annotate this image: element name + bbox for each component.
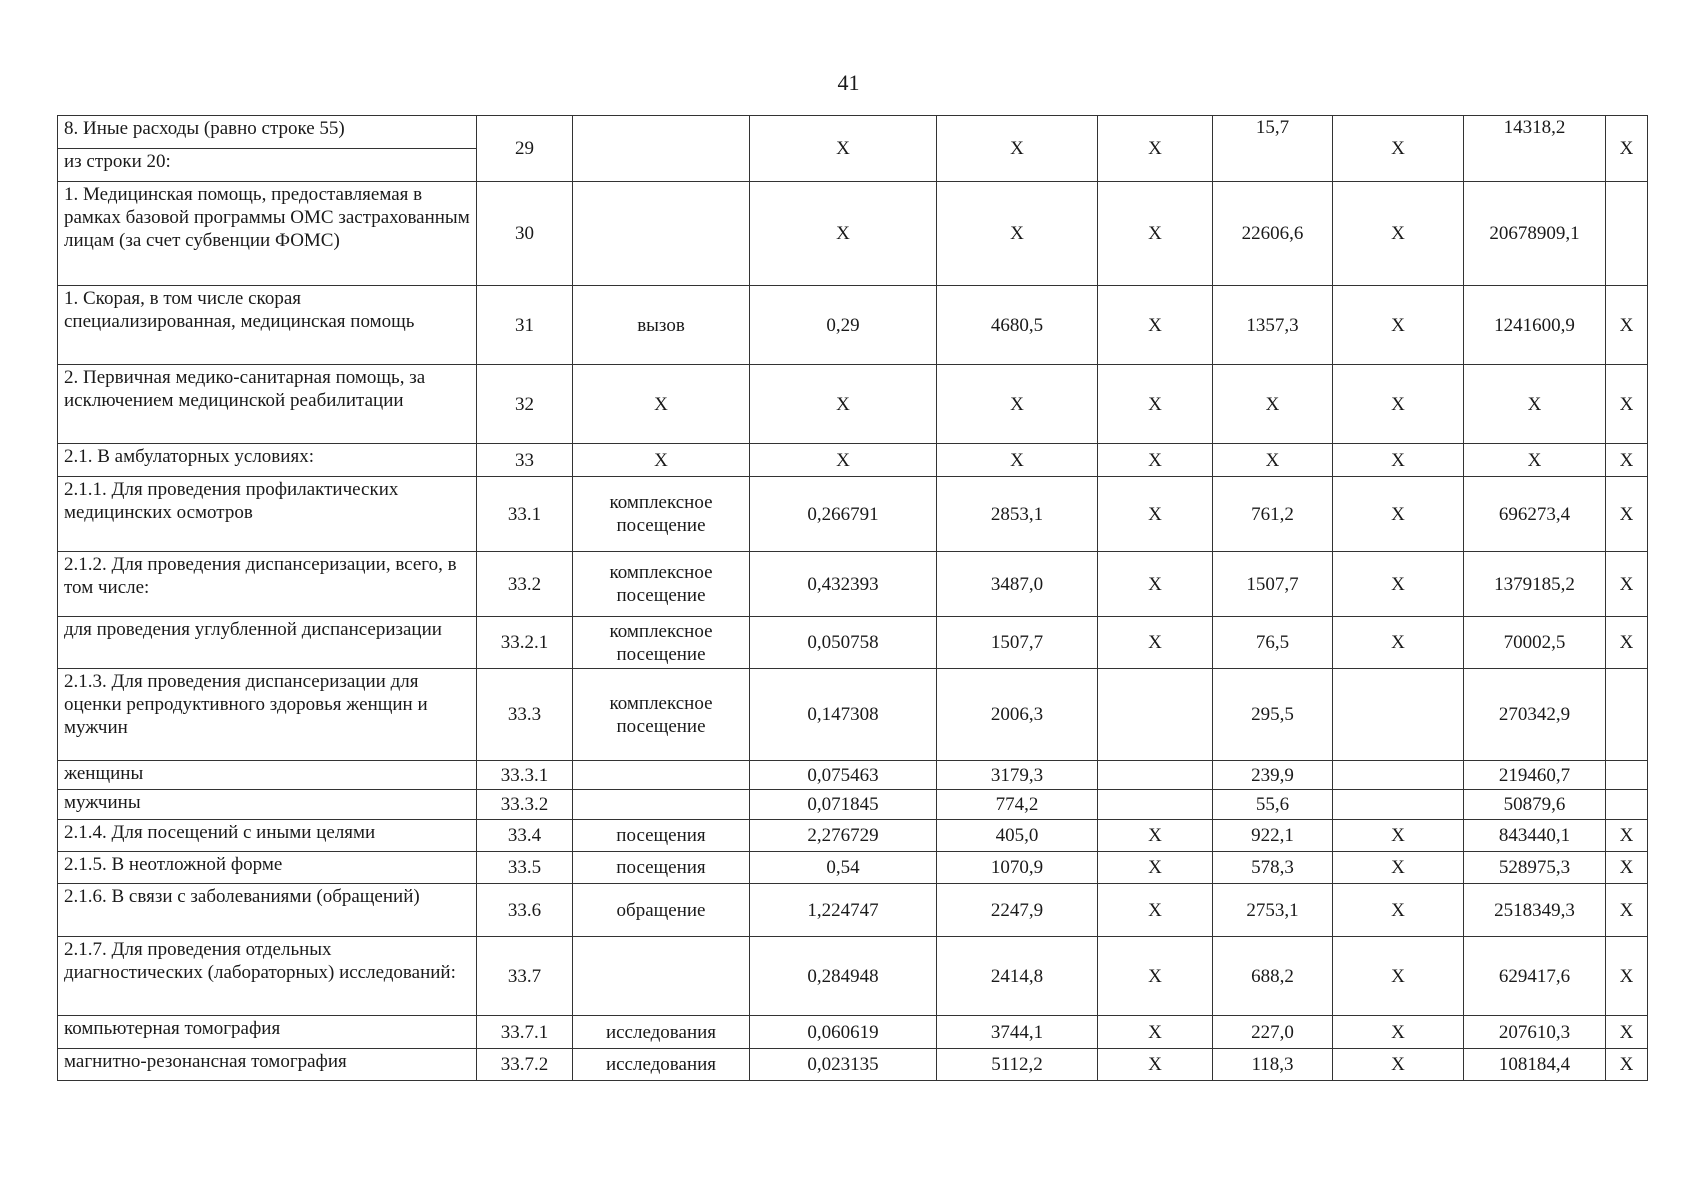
value-cell: 2518349,3 <box>1464 884 1606 937</box>
value-cell: X <box>1606 365 1648 444</box>
value-cell: 0,050758 <box>750 617 937 669</box>
unit-cell: исследования <box>573 1049 750 1081</box>
value-cell: 108184,4 <box>1464 1049 1606 1081</box>
value-cell: X <box>1098 477 1213 552</box>
line-number: 33.1 <box>477 477 573 552</box>
value-cell: 15,7 <box>1213 116 1333 182</box>
value-cell: X <box>1333 1049 1464 1081</box>
value-cell: 0,147308 <box>750 669 937 761</box>
value-cell: X <box>1098 820 1213 852</box>
page-number: 41 <box>837 70 860 95</box>
value-cell: 2853,1 <box>937 477 1098 552</box>
table-row <box>58 1049 1648 1081</box>
value-cell <box>1606 790 1648 820</box>
row-name: 2. Первичная медико-санитарная помощь, за исключением медицинской реабилитации <box>58 365 477 444</box>
table-row <box>58 669 1648 761</box>
row-name: магнитно-резонансная томография <box>58 1049 477 1081</box>
value-cell: X <box>750 116 937 182</box>
value-cell: 405,0 <box>937 820 1098 852</box>
unit-cell: комплексное посещение <box>573 477 750 552</box>
value-cell: 227,0 <box>1213 1016 1333 1049</box>
value-cell <box>1606 669 1648 761</box>
value-cell: 207610,3 <box>1464 1016 1606 1049</box>
value-cell: X <box>1464 365 1606 444</box>
value-cell: 2,276729 <box>750 820 937 852</box>
value-cell: X <box>1098 182 1213 286</box>
value-cell: X <box>1333 1016 1464 1049</box>
line-number: 33 <box>477 444 573 477</box>
value-cell: X <box>1606 852 1648 884</box>
financing-table <box>57 115 1648 1081</box>
value-cell: X <box>1333 617 1464 669</box>
value-cell: 0,266791 <box>750 477 937 552</box>
value-cell: X <box>1333 365 1464 444</box>
value-cell: X <box>1333 884 1464 937</box>
value-cell: 2414,8 <box>937 937 1098 1016</box>
value-cell <box>1333 790 1464 820</box>
value-cell: X <box>1333 182 1464 286</box>
unit-cell: исследования <box>573 1016 750 1049</box>
value-cell <box>1098 790 1213 820</box>
table-row <box>58 116 1648 149</box>
value-cell <box>1333 761 1464 790</box>
row-name: 2.1.7. Для проведения отдельных диагностических (лабораторных) исследований: <box>58 937 477 1016</box>
row-name: 2.1. В амбулаторных условиях: <box>58 444 477 477</box>
value-cell: X <box>1606 477 1648 552</box>
value-cell: X <box>937 365 1098 444</box>
row-name: из строки 20: <box>58 149 477 182</box>
row-name: 2.1.2. Для проведения диспансеризации, всего, в том числе: <box>58 552 477 617</box>
unit-cell: комплексное посещение <box>573 552 750 617</box>
value-cell: 2247,9 <box>937 884 1098 937</box>
row-name: 2.1.4. Для посещений с иными целями <box>58 820 477 852</box>
table-row <box>58 937 1648 1016</box>
value-cell: X <box>1213 444 1333 477</box>
value-cell: 3744,1 <box>937 1016 1098 1049</box>
line-number: 33.4 <box>477 820 573 852</box>
row-name: 8. Иные расходы (равно строке 55) <box>58 116 477 149</box>
unit-cell: посещения <box>573 820 750 852</box>
line-number: 32 <box>477 365 573 444</box>
value-cell: 0,060619 <box>750 1016 937 1049</box>
value-cell <box>1098 669 1213 761</box>
table-row <box>58 477 1648 552</box>
line-number: 33.3.2 <box>477 790 573 820</box>
value-cell: X <box>1606 286 1648 365</box>
unit-cell: комплексное посещение <box>573 617 750 669</box>
value-cell: 2753,1 <box>1213 884 1333 937</box>
value-cell: X <box>1098 884 1213 937</box>
unit-cell: вызов <box>573 286 750 365</box>
line-number: 33.7.1 <box>477 1016 573 1049</box>
value-cell: 1507,7 <box>1213 552 1333 617</box>
value-cell: 696273,4 <box>1464 477 1606 552</box>
value-cell <box>1606 761 1648 790</box>
value-cell <box>1606 182 1648 286</box>
unit-cell <box>573 761 750 790</box>
value-cell: 50879,6 <box>1464 790 1606 820</box>
value-cell: X <box>1606 937 1648 1016</box>
line-number: 33.3.1 <box>477 761 573 790</box>
value-cell: 0,432393 <box>750 552 937 617</box>
row-name: 2.1.3. Для проведения диспансеризации для оценки репродуктивного здоровья женщин и мужчин <box>58 669 477 761</box>
value-cell: 70002,5 <box>1464 617 1606 669</box>
row-name: для проведения углубленной диспансеризации <box>58 617 477 669</box>
row-name: 2.1.5. В неотложной форме <box>58 852 477 884</box>
row-name: 1. Медицинская помощь, предоставляемая в рамках базовой программы ОМС застрахованным лицам (за счет субвенции ФОМС) <box>58 182 477 286</box>
value-cell: 22606,6 <box>1213 182 1333 286</box>
table-row <box>58 182 1648 286</box>
value-cell: X <box>1606 116 1648 182</box>
row-name: 2.1.6. В связи с заболеваниями (обращений) <box>58 884 477 937</box>
value-cell: X <box>750 365 937 444</box>
value-cell: X <box>937 116 1098 182</box>
value-cell: 1,224747 <box>750 884 937 937</box>
value-cell: 774,2 <box>937 790 1098 820</box>
line-number: 30 <box>477 182 573 286</box>
table-row <box>58 761 1648 790</box>
value-cell: X <box>1606 1016 1648 1049</box>
value-cell: 4680,5 <box>937 286 1098 365</box>
unit-cell: X <box>573 444 750 477</box>
value-cell: X <box>1098 286 1213 365</box>
unit-cell <box>573 937 750 1016</box>
value-cell: 922,1 <box>1213 820 1333 852</box>
value-cell: 1241600,9 <box>1464 286 1606 365</box>
value-cell: 0,023135 <box>750 1049 937 1081</box>
value-cell: 1379185,2 <box>1464 552 1606 617</box>
line-number: 33.2 <box>477 552 573 617</box>
value-cell: X <box>750 182 937 286</box>
value-cell: X <box>1606 820 1648 852</box>
value-cell: X <box>1213 365 1333 444</box>
unit-cell: посещения <box>573 852 750 884</box>
unit-cell: X <box>573 365 750 444</box>
value-cell: X <box>1098 1049 1213 1081</box>
value-cell: X <box>1333 444 1464 477</box>
value-cell: 3179,3 <box>937 761 1098 790</box>
value-cell: 0,54 <box>750 852 937 884</box>
unit-cell <box>573 116 750 182</box>
value-cell: 295,5 <box>1213 669 1333 761</box>
value-cell: 1507,7 <box>937 617 1098 669</box>
table-row <box>58 444 1648 477</box>
value-cell: X <box>1333 286 1464 365</box>
value-cell: X <box>1333 552 1464 617</box>
row-name: 1. Скорая, в том числе скорая специализированная, медицинская помощь <box>58 286 477 365</box>
value-cell: 1070,9 <box>937 852 1098 884</box>
value-cell: 0,075463 <box>750 761 937 790</box>
value-cell: X <box>1098 116 1213 182</box>
value-cell: 761,2 <box>1213 477 1333 552</box>
line-number: 33.7 <box>477 937 573 1016</box>
value-cell: 578,3 <box>1213 852 1333 884</box>
value-cell: X <box>1606 1049 1648 1081</box>
table-row <box>58 365 1648 444</box>
value-cell: X <box>1098 1016 1213 1049</box>
value-cell: 0,071845 <box>750 790 937 820</box>
value-cell: X <box>1098 852 1213 884</box>
table-row <box>58 852 1648 884</box>
value-cell: X <box>1098 444 1213 477</box>
row-name: женщины <box>58 761 477 790</box>
value-cell <box>1098 761 1213 790</box>
value-cell: X <box>1606 552 1648 617</box>
unit-cell <box>573 182 750 286</box>
value-cell: X <box>1098 617 1213 669</box>
value-cell: 118,3 <box>1213 1049 1333 1081</box>
value-cell: 20678909,1 <box>1464 182 1606 286</box>
line-number: 33.3 <box>477 669 573 761</box>
value-cell: 5112,2 <box>937 1049 1098 1081</box>
value-cell: 219460,7 <box>1464 761 1606 790</box>
value-cell: 843440,1 <box>1464 820 1606 852</box>
unit-cell <box>573 790 750 820</box>
value-cell: X <box>1333 116 1464 182</box>
table-row <box>58 617 1648 669</box>
value-cell: 0,284948 <box>750 937 937 1016</box>
unit-cell: комплексное посещение <box>573 669 750 761</box>
line-number: 33.2.1 <box>477 617 573 669</box>
line-number: 29 <box>477 116 573 182</box>
value-cell: X <box>1098 365 1213 444</box>
value-cell: 0,29 <box>750 286 937 365</box>
value-cell: 270342,9 <box>1464 669 1606 761</box>
table-row <box>58 884 1648 937</box>
table-row <box>58 1016 1648 1049</box>
value-cell: X <box>1464 444 1606 477</box>
value-cell: X <box>937 182 1098 286</box>
value-cell: X <box>1333 852 1464 884</box>
value-cell: 55,6 <box>1213 790 1333 820</box>
value-cell: X <box>1606 884 1648 937</box>
value-cell: X <box>1098 552 1213 617</box>
value-cell <box>1333 669 1464 761</box>
value-cell: X <box>937 444 1098 477</box>
table-row <box>58 790 1648 820</box>
value-cell: X <box>1606 617 1648 669</box>
value-cell: X <box>1606 444 1648 477</box>
table-row <box>58 820 1648 852</box>
value-cell: 2006,3 <box>937 669 1098 761</box>
value-cell: 76,5 <box>1213 617 1333 669</box>
line-number: 33.5 <box>477 852 573 884</box>
value-cell: 3487,0 <box>937 552 1098 617</box>
table-row <box>58 286 1648 365</box>
value-cell: 528975,3 <box>1464 852 1606 884</box>
line-number: 31 <box>477 286 573 365</box>
table-row <box>58 552 1648 617</box>
value-cell: 629417,6 <box>1464 937 1606 1016</box>
row-name: 2.1.1. Для проведения профилактических медицинских осмотров <box>58 477 477 552</box>
value-cell: X <box>750 444 937 477</box>
unit-cell: обращение <box>573 884 750 937</box>
value-cell: X <box>1098 937 1213 1016</box>
value-cell: 239,9 <box>1213 761 1333 790</box>
row-name: компьютерная томография <box>58 1016 477 1049</box>
value-cell: 14318,2 <box>1464 116 1606 182</box>
line-number: 33.6 <box>477 884 573 937</box>
value-cell: X <box>1333 820 1464 852</box>
value-cell: 688,2 <box>1213 937 1333 1016</box>
value-cell: X <box>1333 937 1464 1016</box>
value-cell: X <box>1333 477 1464 552</box>
line-number: 33.7.2 <box>477 1049 573 1081</box>
value-cell: 1357,3 <box>1213 286 1333 365</box>
row-name: мужчины <box>58 790 477 820</box>
